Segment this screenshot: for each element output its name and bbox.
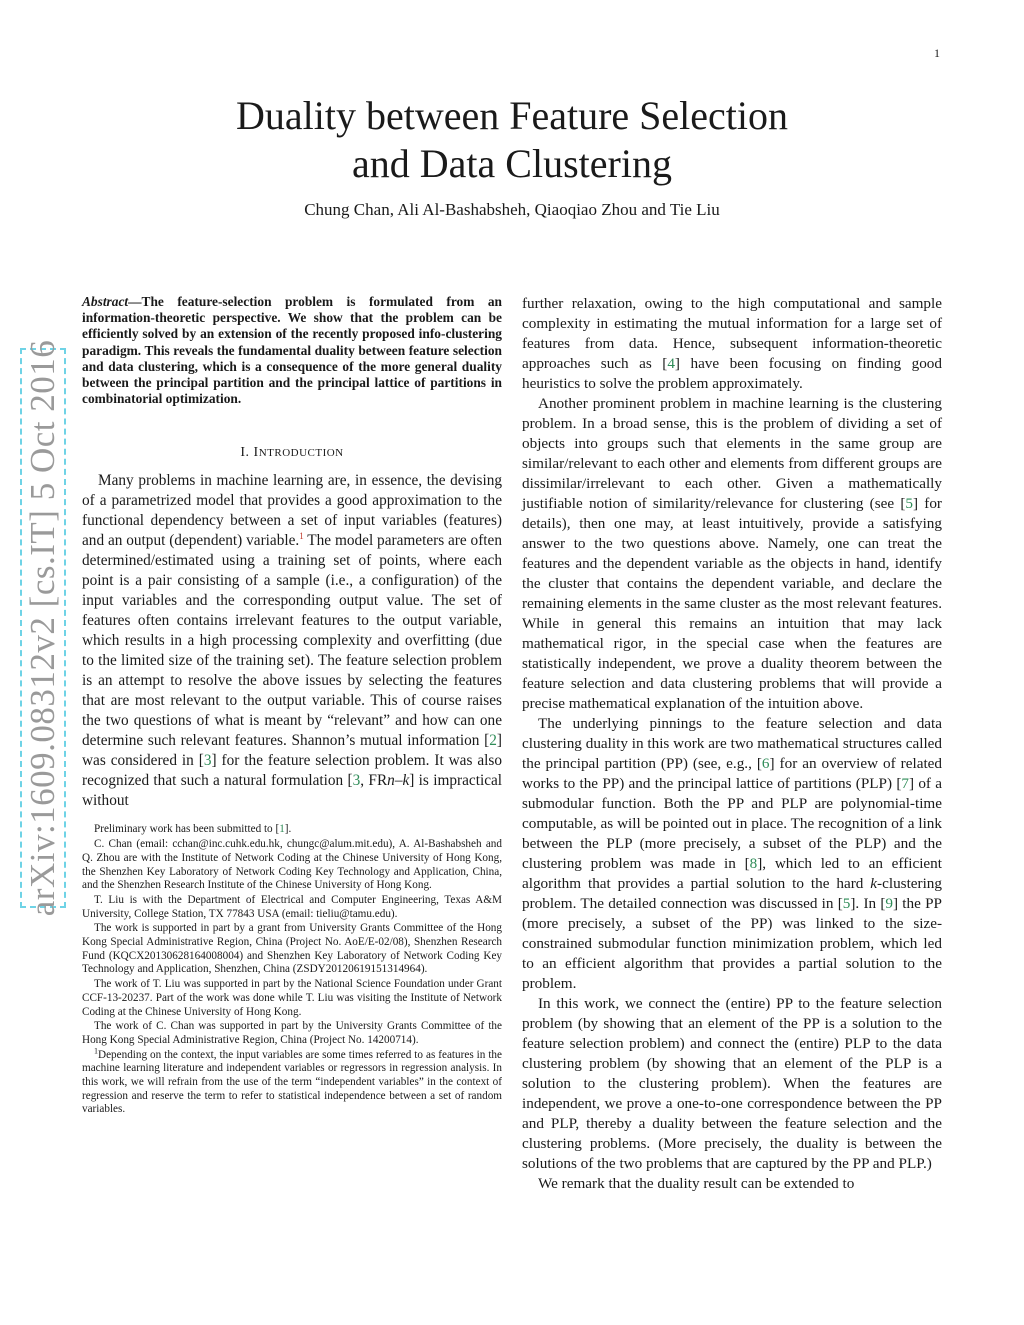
intro-text: ] was considered in [ bbox=[82, 732, 502, 770]
intro-text: , FR bbox=[360, 772, 388, 790]
citation-link[interactable]: 3 bbox=[203, 752, 212, 770]
citation-link[interactable]: 3 bbox=[352, 772, 361, 790]
body-text: ] of a submodular function. Both the PP and PLP are polynomial-time computable, as will be pointed out in place. The recognition of a link between the PLP (more precisely, a subset of the PLP) and the clustering problem was made in [ bbox=[522, 775, 943, 872]
abstract bbox=[82, 294, 502, 407]
section-title-rest: NTRODUCTION bbox=[258, 447, 344, 460]
arxiv-identifier: arXiv:1609.08312v2 [cs.IT] 5 Oct 2016 bbox=[23, 339, 62, 917]
section-title-initial: I bbox=[253, 445, 259, 461]
citation-link[interactable]: 6 bbox=[761, 755, 770, 772]
arxiv-stamp[interactable] bbox=[20, 339, 66, 917]
footnote-funding-1: The work is supported in part by a grant from University Grants Committee of the Hong Kong Special Administrative Region, China (Project No. AoE/E-02/08), Shenzhen Research Fund (KQCX20130628164008004) and Shenzhen Key Laboratory of Network Coding Key Technology and Application, Shenzhen, China (ZSDY20120619151314964). bbox=[82, 922, 502, 976]
body-paragraph bbox=[522, 294, 942, 394]
citation-link[interactable]: 1 bbox=[279, 823, 285, 836]
body-text: ] for details), then one may, at least intuitively, provide a satisfying answer to the two questions above. Namely, one can treat the features and the dependent variable as the objects in hand, identify the cluster that contains the dependent variable, and declare the remaining elements in the same cluster as the most relevant features. While in general this remains an intuition that may lack mathematical rigor, in the special case when the features are statistically independent, we prove a duality theorem between the feature selection and data clustering problems that will provide a precise mathematical explanation of the intuition above. bbox=[522, 495, 942, 712]
intro-text: ] for the feature selection problem. It was also recognized that such a natural formulation [ bbox=[82, 752, 502, 790]
author-list: Chung Chan, Ali Al-Bashabsheh, Qiaoqiao Zhou and Tie Liu bbox=[304, 200, 720, 219]
footnote-marker[interactable]: 1 bbox=[299, 531, 304, 542]
footnote-funding-2: The work of T. Liu was supported in part by the National Science Foundation under Grant CCF-13-20237. Part of the work was done while T. Liu was visiting the Institute of Network Coding at the Chinese University of Hong Kong. bbox=[82, 978, 502, 1018]
body-text: further relaxation, owing to the high computational and sample complexity in estimating the mutual information for a large set of features from data. Hence, subsequent information-theoretic approaches such as [ bbox=[522, 295, 942, 372]
intro-text: – bbox=[394, 772, 403, 790]
citation-link[interactable]: 5 bbox=[842, 895, 851, 912]
right-column bbox=[522, 294, 942, 1194]
math-symbol: n bbox=[387, 772, 395, 790]
body-text: ] the PP (more precisely, a subset of the PP) was linked to the size-constrained submodular function minimization problem, which led to an efficient algorithm that provides a partial solution to the problem. bbox=[522, 895, 942, 992]
paper-title bbox=[0, 92, 1024, 188]
section-number: I. bbox=[240, 445, 250, 461]
footnote-affiliation-liu: T. Liu is with the Department of Electrical and Computer Engineering, Texas A&M University, College Station, TX 77843 USA (email: tieliu@tamu.edu). bbox=[82, 893, 502, 920]
left-column bbox=[82, 294, 502, 1118]
abstract-text: —The feature-selection problem is formulated from an information-theoretic perspective. We show that the problem can be efficiently solved by an extension of the recently proposed info-clustering paradigm. This reveals the fundamental duality between feature selection and data clustering, which is a consequence of the more general duality between the principal partition and the principal lattice of partitions in combinatorial optimization. bbox=[82, 294, 502, 407]
body-text: ] for an overview of related works to the PP) and the principal lattice of partitions (PLP) [ bbox=[522, 755, 942, 792]
body-paragraph: In this work, we connect the (entire) PP to the feature selection problem (by showing that an element of the PP is a solution to the feature selection problem) and connect the (entire) PLP to the data clustering problem (by showing that an element of the PLP is a solution to the clustering problem). When the features are independent, we prove a one-to-one correspondence between the PP and PLP, thereby a duality between the feature selection and the clustering problems. (More precisely, the duality is between the solutions of the two problems that are captured by the PP and PLP.) bbox=[522, 995, 942, 1172]
intro-text: The model parameters are often determined/estimated using a training set of points, where each point is a pair consisting of a sample (i.e., a configuration) of the input variables and the corresponding output value. The set of features often contains irrelevant features to the output variable, which results in a high processing complexity and overfitting (due to the limited size of the training set). The feature selection problem is an attempt to resolve the above issues by selecting the features that are most relevant to the output variable. This of course raises the two questions of what is meant by “relevant” and how can one determine such relevant features. Shannon’s mutual information [ bbox=[82, 532, 502, 750]
intro-paragraph bbox=[82, 471, 502, 811]
citation-link[interactable]: 2 bbox=[489, 732, 497, 750]
math-symbol: k bbox=[870, 875, 878, 892]
footnote-1 bbox=[82, 1045, 502, 1118]
intro-text: Many problems in machine learning are, in essence, the devising of a parametrized model that provides a good approximation to the functional dependency between a set of input variables (features) and an output (dependent) variable. bbox=[82, 472, 502, 550]
citation-link[interactable]: 9 bbox=[885, 895, 893, 912]
footnote-preliminary bbox=[82, 823, 502, 837]
math-symbol: k bbox=[402, 772, 410, 790]
title-line-2: and Data Clustering bbox=[352, 141, 672, 186]
citation-link[interactable]: 7 bbox=[901, 775, 909, 792]
footnote-funding-3: The work of C. Chan was supported in part by the University Grants Committee of the Hong Kong Special Administrative Region, China (Project No. 14200714). bbox=[82, 1020, 502, 1046]
body-text: The underlying pinnings to the feature selection and data clustering duality in this work are two mathematical structures called the principal partition (PP) (see, e.g., [ bbox=[522, 715, 942, 772]
footnote-text: Depending on the context, the input variables are some times referred to as features in the machine learning literature and independent variables or regressors in regression analysis. In this work, we will refrain from the use of the term “independent variables” in the context of regression and reserve the term to refer to statistical independence between a set of random variables. bbox=[82, 1048, 502, 1116]
body-text: Another prominent problem in machine learning is the clustering problem. In a broad sense, this is the problem of dividing a set of objects into groups such that elements in the same group are similar/relevant to each other and elements from different groups are dissimilar/irrelevant to each other. Given a mathematically justifiable notion of similarity/relevance for clustering (see [ bbox=[522, 395, 942, 512]
body-paragraph: We remark that the duality result can be extended to bbox=[538, 1175, 855, 1192]
body-text: -clustering problem. The detailed connection was discussed in [ bbox=[522, 875, 942, 912]
citation-link[interactable]: 4 bbox=[667, 355, 675, 372]
body-paragraph bbox=[522, 394, 942, 714]
footnote-text: ]. bbox=[284, 823, 292, 836]
body-paragraph bbox=[522, 714, 942, 994]
intro-text: ] is impractical without bbox=[82, 772, 503, 810]
footnote-text: Preliminary work has been submitted to [ bbox=[94, 823, 280, 836]
section-heading bbox=[82, 445, 502, 461]
body-text: ] have been focusing on finding good heuristics to solve the problem approximately. bbox=[522, 355, 942, 392]
body-text: ]. In [ bbox=[850, 895, 886, 912]
abstract-label: Abstract bbox=[82, 294, 129, 309]
title-line-1: Duality between Feature Selection bbox=[235, 93, 789, 138]
citation-link[interactable]: 8 bbox=[749, 855, 758, 872]
footnote-affiliation-chan: C. Chan (email: cchan@inc.cuhk.edu.hk, chungc@alum.mit.edu), A. Al-Bashabsheh and Q. Zhou are with the Institute of Network Coding at the Chinese University of Hong Kong, the Shenzhen Key Laboratory of Network Coding Key Technology and Application, China, and the Shenzhen Research Institute of the Chinese University of Hong Kong. bbox=[82, 838, 502, 892]
citation-link[interactable]: 5 bbox=[905, 495, 913, 512]
footnote-1-marker: 1 bbox=[94, 1045, 98, 1055]
body-text: ], which led to an efficient algorithm that provides a partial solution to the hard bbox=[522, 855, 942, 892]
page-number: 1 bbox=[934, 46, 940, 60]
